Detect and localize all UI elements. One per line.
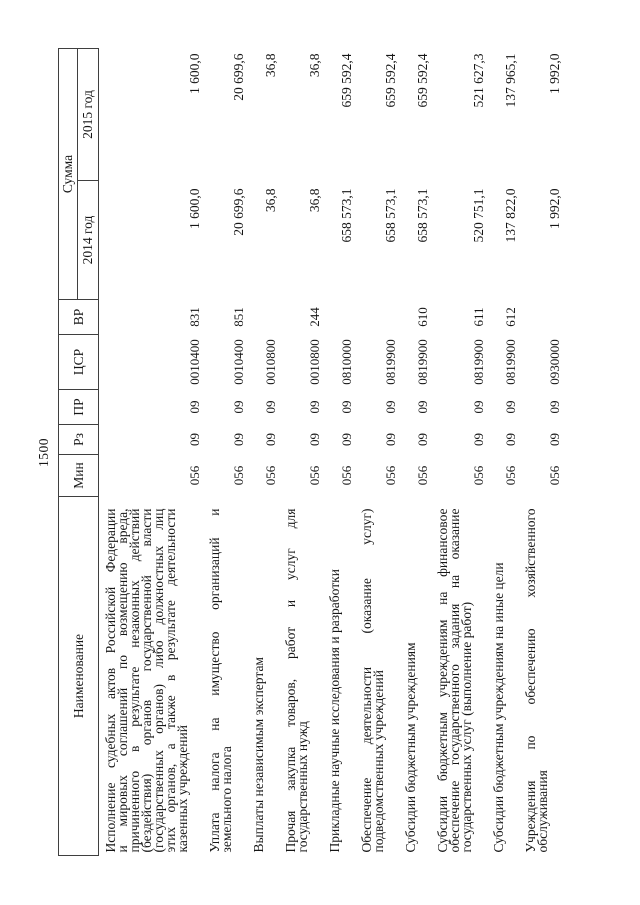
row-name-line: Выплаты независимым экспертам bbox=[251, 657, 266, 853]
row-vr-cell bbox=[519, 300, 563, 335]
header-name: Наименование bbox=[59, 497, 99, 856]
row-vr-cell bbox=[355, 300, 399, 335]
row-name-cell bbox=[431, 497, 487, 856]
row-sum-2014-cell: 520 751,1 bbox=[471, 188, 486, 243]
row-sum-2015-cell: 1 992,0 bbox=[547, 53, 562, 94]
row-rz-cell: 09 bbox=[503, 433, 518, 446]
row-sum-2015-cell: 659 592,4 bbox=[383, 53, 398, 108]
row-name-cell bbox=[247, 497, 279, 856]
table-row bbox=[247, 48, 279, 855]
table-row bbox=[399, 48, 431, 855]
header-vr: ВР bbox=[59, 300, 99, 335]
table-row bbox=[203, 48, 247, 855]
row-sum-2014-cell: 658 573,1 bbox=[415, 188, 430, 243]
row-pr-cell: 09 bbox=[307, 400, 322, 414]
row-name-cell bbox=[355, 497, 399, 856]
row-vr-cell: 851 bbox=[231, 307, 246, 327]
row-min-cell: 056 bbox=[471, 465, 486, 486]
header-csr: ЦСР bbox=[59, 335, 99, 390]
row-sum-2015-cell: 36,8 bbox=[307, 53, 322, 78]
row-vr-cell bbox=[247, 300, 279, 335]
row-pr-cell: 09 bbox=[339, 400, 354, 414]
row-name-line: Прочая закупка товаров, работ и услуг для bbox=[283, 508, 298, 853]
table-body bbox=[99, 48, 564, 855]
table-row bbox=[99, 48, 204, 855]
row-min-cell: 056 bbox=[503, 465, 518, 486]
row-name-line: государственных услуг (выполнение работ) bbox=[459, 601, 474, 853]
row-name-line: Исполнение судебных актов Российской Федерации bbox=[103, 508, 118, 853]
row-rz-cell: 09 bbox=[231, 433, 246, 446]
table-row bbox=[431, 48, 487, 855]
row-csr-cell: 0819900 bbox=[503, 339, 518, 385]
header-year-2015: 2015 год bbox=[78, 48, 99, 180]
header-min: Мин bbox=[59, 455, 99, 497]
row-name-line: и мировых соглашений по возмещению вреда, bbox=[115, 508, 130, 853]
row-name-cell bbox=[487, 497, 519, 856]
row-name-line: Субсидии бюджетным учреждениям bbox=[403, 642, 418, 853]
row-csr-cell: 0010800 bbox=[307, 339, 322, 385]
row-csr-cell: 0819900 bbox=[471, 339, 486, 385]
row-name-line: обслуживания bbox=[535, 770, 550, 853]
row-csr-cell: 0010400 bbox=[231, 339, 246, 385]
row-rz-cell: 09 bbox=[471, 433, 486, 446]
row-vr-cell: 611 bbox=[471, 307, 486, 327]
table-header bbox=[59, 48, 99, 855]
row-name-line: (государственных органов) либо должностных лиц bbox=[151, 508, 166, 853]
row-name-cell bbox=[279, 497, 323, 856]
row-pr-cell: 09 bbox=[503, 400, 518, 414]
header-sum: Сумма bbox=[59, 48, 78, 299]
row-sum-2014-cell: 36,8 bbox=[307, 188, 322, 213]
row-sum-2015-cell: 20 699,6 bbox=[231, 53, 246, 101]
row-name-cell bbox=[203, 497, 247, 856]
row-sum-2014-cell: 137 822,0 bbox=[503, 188, 518, 243]
row-name-line: Уплата налога на имущество организаций и bbox=[207, 508, 222, 853]
row-sum-2015-cell: 521 627,3 bbox=[471, 53, 486, 108]
row-name-line: подведомственных учреждений bbox=[371, 670, 386, 853]
row-name-line: Субсидии бюджетным учреждениям на финансовое bbox=[435, 508, 450, 853]
row-sum-2014-cell: 658 573,1 bbox=[339, 188, 354, 243]
row-pr-cell: 09 bbox=[383, 400, 398, 414]
row-sum-2015-cell: 659 592,4 bbox=[339, 53, 354, 108]
row-name-line: причиненного в результате незаконных действий bbox=[127, 508, 142, 853]
row-name-line: (бездействия) органов государственной власти bbox=[139, 508, 154, 853]
table-row bbox=[323, 48, 355, 855]
row-name-cell bbox=[519, 497, 563, 856]
row-csr-cell: 0819900 bbox=[415, 339, 430, 385]
row-sum-2014-cell: 36,8 bbox=[263, 188, 278, 213]
row-csr-cell: 0010800 bbox=[263, 339, 278, 385]
row-name-line: этих органов, а также в результате деятельности bbox=[163, 508, 178, 853]
row-name-line: Прикладные научные исследования и разработки bbox=[327, 569, 342, 853]
row-name-cell bbox=[323, 497, 355, 856]
row-name-cell bbox=[399, 497, 431, 856]
row-sum-2014-cell: 1 992,0 bbox=[547, 188, 562, 229]
row-rz-cell: 09 bbox=[263, 433, 278, 446]
row-rz-cell: 09 bbox=[547, 433, 562, 446]
row-vr-cell bbox=[323, 300, 355, 335]
row-pr-cell: 09 bbox=[187, 400, 202, 414]
row-name-line: Обеспечение деятельности (оказание услуг) bbox=[359, 508, 374, 853]
row-pr-cell: 09 bbox=[415, 400, 430, 414]
row-rz-cell: 09 bbox=[415, 433, 430, 446]
row-sum-2015-cell: 1 600,0 bbox=[187, 53, 202, 94]
header-rz: Рз bbox=[59, 425, 99, 455]
row-name-line: земельного налога bbox=[219, 746, 234, 853]
header-pr: ПР bbox=[59, 390, 99, 425]
row-pr-cell: 09 bbox=[263, 400, 278, 414]
budget-table bbox=[58, 48, 563, 856]
row-vr-cell: 244 bbox=[307, 307, 322, 327]
row-name-line: Субсидии бюджетным учреждениям на иные цели bbox=[491, 562, 506, 853]
table-row bbox=[355, 48, 399, 855]
row-sum-2015-cell: 137 965,1 bbox=[503, 53, 518, 108]
row-rz-cell: 09 bbox=[383, 433, 398, 446]
row-csr-cell: 0819900 bbox=[383, 339, 398, 385]
row-min-cell: 056 bbox=[263, 465, 278, 486]
table-row bbox=[279, 48, 323, 855]
row-vr-cell: 831 bbox=[187, 307, 202, 327]
row-vr-cell: 610 bbox=[415, 307, 430, 327]
row-name-cell bbox=[99, 497, 204, 856]
row-min-cell: 056 bbox=[547, 465, 562, 486]
row-sum-2015-cell: 36,8 bbox=[263, 53, 278, 78]
header-year-2014: 2014 год bbox=[78, 181, 99, 300]
row-min-cell: 056 bbox=[339, 465, 354, 486]
table-row bbox=[519, 48, 563, 855]
row-sum-2014-cell: 1 600,0 bbox=[187, 188, 202, 229]
row-min-cell: 056 bbox=[383, 465, 398, 486]
row-name-line: государственных нужд bbox=[295, 721, 310, 853]
row-pr-cell: 09 bbox=[231, 400, 246, 414]
row-name-line: обеспечение государственного задания на оказание bbox=[447, 508, 462, 853]
row-rz-cell: 09 bbox=[187, 433, 202, 446]
row-csr-cell: 0010400 bbox=[187, 339, 202, 385]
row-rz-cell: 09 bbox=[339, 433, 354, 446]
row-pr-cell: 09 bbox=[547, 400, 562, 414]
row-min-cell: 056 bbox=[231, 465, 246, 486]
row-sum-2014-cell: 658 573,1 bbox=[383, 188, 398, 243]
row-min-cell: 056 bbox=[307, 465, 322, 486]
row-rz-cell: 09 bbox=[307, 433, 322, 446]
row-sum-2015-cell: 659 592,4 bbox=[415, 53, 430, 108]
row-min-cell: 056 bbox=[187, 465, 202, 486]
row-name-line: казенных учреждений bbox=[175, 725, 190, 853]
row-vr-cell: 612 bbox=[503, 307, 518, 327]
row-pr-cell: 09 bbox=[471, 400, 486, 414]
row-name-line: Учреждения по обеспечению хозяйственного bbox=[523, 508, 538, 853]
table-row bbox=[487, 48, 519, 855]
row-min-cell: 056 bbox=[415, 465, 430, 486]
row-csr-cell: 0810000 bbox=[339, 339, 354, 385]
row-csr-cell: 0930000 bbox=[547, 339, 562, 385]
page-number: 1500 bbox=[36, 438, 51, 467]
row-sum-2014-cell: 20 699,6 bbox=[231, 188, 246, 236]
